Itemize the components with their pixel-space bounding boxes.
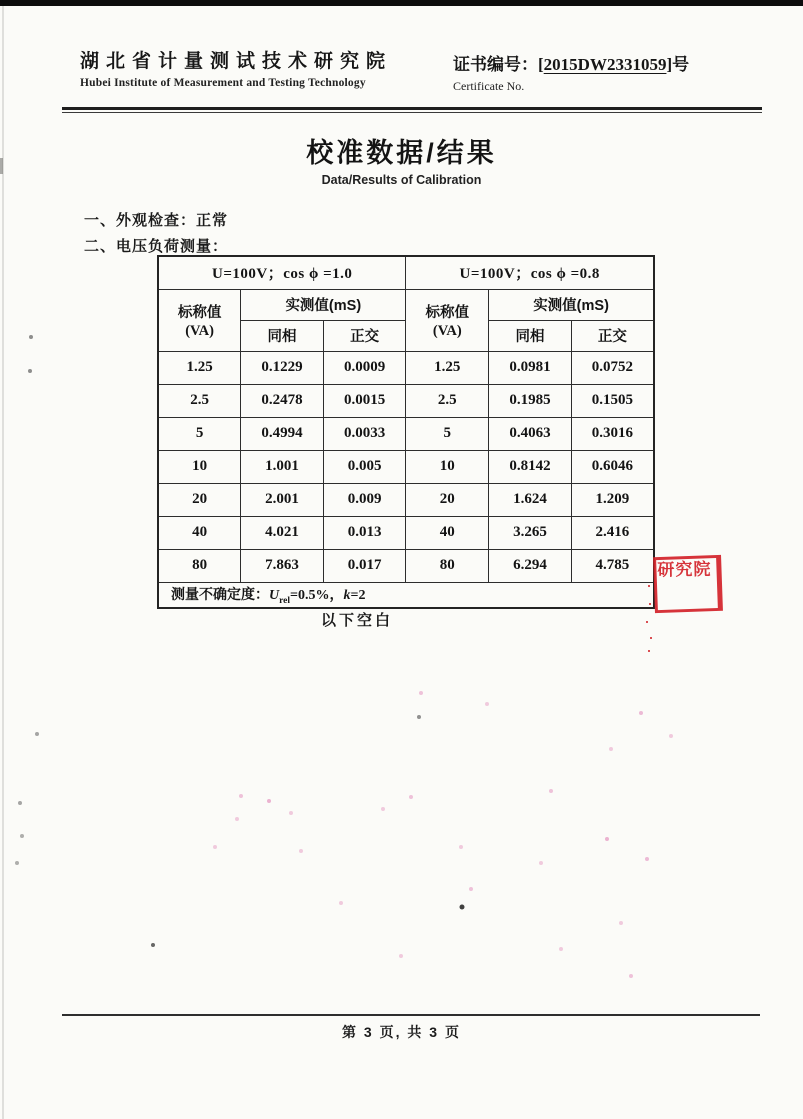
- certificate-number: 2015DW2331059: [543, 55, 667, 74]
- table-row: [158, 351, 654, 384]
- column-header-row-1: [158, 289, 654, 320]
- table-cell: 5: [158, 417, 241, 450]
- uncertainty-u-subscript: rel: [279, 595, 291, 606]
- table-cell: 1.001: [241, 450, 324, 483]
- in-phase-header-right: 同相: [489, 320, 572, 351]
- condition-header-right: U=100V；cos ϕ =0.8: [406, 256, 654, 289]
- table-cell: 0.1505: [571, 384, 654, 417]
- table-cell: 80: [158, 549, 241, 582]
- institute-name-en: Hubei Institute of Measurement and Testing Technology: [80, 77, 366, 89]
- table-cell: 0.4063: [489, 417, 572, 450]
- scan-noise-speckles: [0, 0, 2, 2]
- table-cell: 4.785: [571, 549, 654, 582]
- measured-value-header-left: 实测值(mS): [241, 289, 406, 320]
- certificate-number-line: [453, 50, 689, 75]
- table-cell: 0.1985: [489, 384, 572, 417]
- table-cell: 10: [158, 450, 241, 483]
- nominal-value-header-right: [406, 289, 489, 351]
- table-cell: 0.0981: [489, 351, 572, 384]
- table-cell: 0.0015: [323, 384, 406, 417]
- nominal-unit: (VA): [185, 322, 214, 339]
- table-cell: 1.25: [158, 351, 241, 384]
- table-cell: 3.265: [489, 516, 572, 549]
- table-cell: 0.2478: [241, 384, 324, 417]
- table-cell: 6.294: [489, 549, 572, 582]
- table-cell: 0.1229: [241, 351, 324, 384]
- stamp-ink-specks: [648, 585, 650, 587]
- table-row: [158, 516, 654, 549]
- table-cell: 0.0752: [571, 351, 654, 384]
- uncertainty-u-value: =0.5%，: [290, 587, 344, 603]
- table-cell: 0.3016: [571, 417, 654, 450]
- nominal-label: 标称值: [425, 304, 470, 321]
- uncertainty-statement: [158, 582, 654, 608]
- header-divider-rule: [62, 107, 762, 113]
- condition-header-row: [158, 256, 654, 289]
- table-cell: 1.25: [406, 351, 489, 384]
- measured-value-header-right: 实测值(mS): [489, 289, 654, 320]
- blank-below-note: 以下空白: [320, 612, 393, 629]
- table-cell: 0.005: [323, 450, 406, 483]
- table-cell: 2.5: [158, 384, 241, 417]
- page-subtitle: Data/Results of Calibration: [321, 173, 482, 187]
- table-cell: 0.017: [323, 549, 406, 582]
- nominal-unit: (VA): [432, 322, 462, 339]
- certificate-label-cn: 证书编号：: [453, 55, 538, 74]
- table-cell: 2.5: [406, 384, 489, 417]
- section-appearance-check: 一、外观检查：正常: [84, 212, 229, 229]
- table-cell: 10: [406, 450, 489, 483]
- table-row: [158, 450, 654, 483]
- stamp-text: 研究院: [657, 559, 712, 580]
- table-cell: 0.8142: [489, 450, 572, 483]
- uncertainty-k-symbol: k: [343, 587, 351, 603]
- table-cell: 5: [406, 417, 489, 450]
- table-cell: 1.624: [489, 483, 572, 516]
- quadrature-header-right: 正交: [571, 320, 654, 351]
- institute-header: [80, 46, 392, 89]
- table-cell: 20: [158, 483, 241, 516]
- page-title: 校准数据/结果: [306, 138, 497, 168]
- table-cell: 4.021: [241, 516, 324, 549]
- table-cell: 80: [406, 549, 489, 582]
- in-phase-header-left: 同相: [241, 320, 324, 351]
- condition-header-left: U=100V；cos ϕ =1.0: [158, 256, 406, 289]
- table-cell: 0.4994: [241, 417, 324, 450]
- footer-divider-rule: [62, 1014, 760, 1016]
- institute-name-cn: 湖北省计量测试技术研究院: [80, 51, 393, 72]
- table-cell: 40: [158, 516, 241, 549]
- table-row: [158, 417, 654, 450]
- page-number: 第 3 页, 共 3 页: [342, 1024, 461, 1040]
- table-cell: 2.001: [241, 483, 324, 516]
- uncertainty-prefix: 测量不确定度：: [171, 585, 269, 602]
- certificate-number-block: [453, 50, 689, 94]
- certificate-bracket-close: ]: [666, 55, 673, 74]
- table-cell: 7.863: [241, 549, 324, 582]
- scan-artifact-top-bar: [0, 0, 803, 6]
- table-cell: 20: [406, 483, 489, 516]
- calibration-data-table: [157, 255, 655, 609]
- nominal-value-header-left: [158, 289, 241, 351]
- uncertainty-u-symbol: U: [269, 587, 280, 603]
- certificate-bracket-open: [: [538, 55, 544, 74]
- table-cell: 2.416: [571, 516, 654, 549]
- table-header: [158, 256, 654, 351]
- table-cell: 1.209: [571, 483, 654, 516]
- uncertainty-row: [158, 582, 654, 608]
- table-row: [158, 549, 654, 582]
- table-cell: 40: [406, 516, 489, 549]
- table-row: [158, 483, 654, 516]
- uncertainty-k-value: =2: [350, 587, 366, 603]
- table-cell: 0.6046: [571, 450, 654, 483]
- table-footer: [158, 582, 654, 608]
- certificate-label-en: Certificate No.: [453, 79, 525, 93]
- table-row: [158, 384, 654, 417]
- table-cell: 0.013: [323, 516, 406, 549]
- nominal-label: 标称值: [177, 304, 222, 321]
- table-cell: 0.0033: [323, 417, 406, 450]
- section-voltage-load: 二、电压负荷测量：: [84, 238, 229, 255]
- certificate-suffix: 号: [672, 55, 690, 74]
- table-body: [158, 351, 654, 582]
- quadrature-header-left: 正交: [323, 320, 406, 351]
- table-cell: 0.0009: [323, 351, 406, 384]
- table-cell: 0.009: [323, 483, 406, 516]
- red-seal-stamp-fragment: [653, 555, 723, 613]
